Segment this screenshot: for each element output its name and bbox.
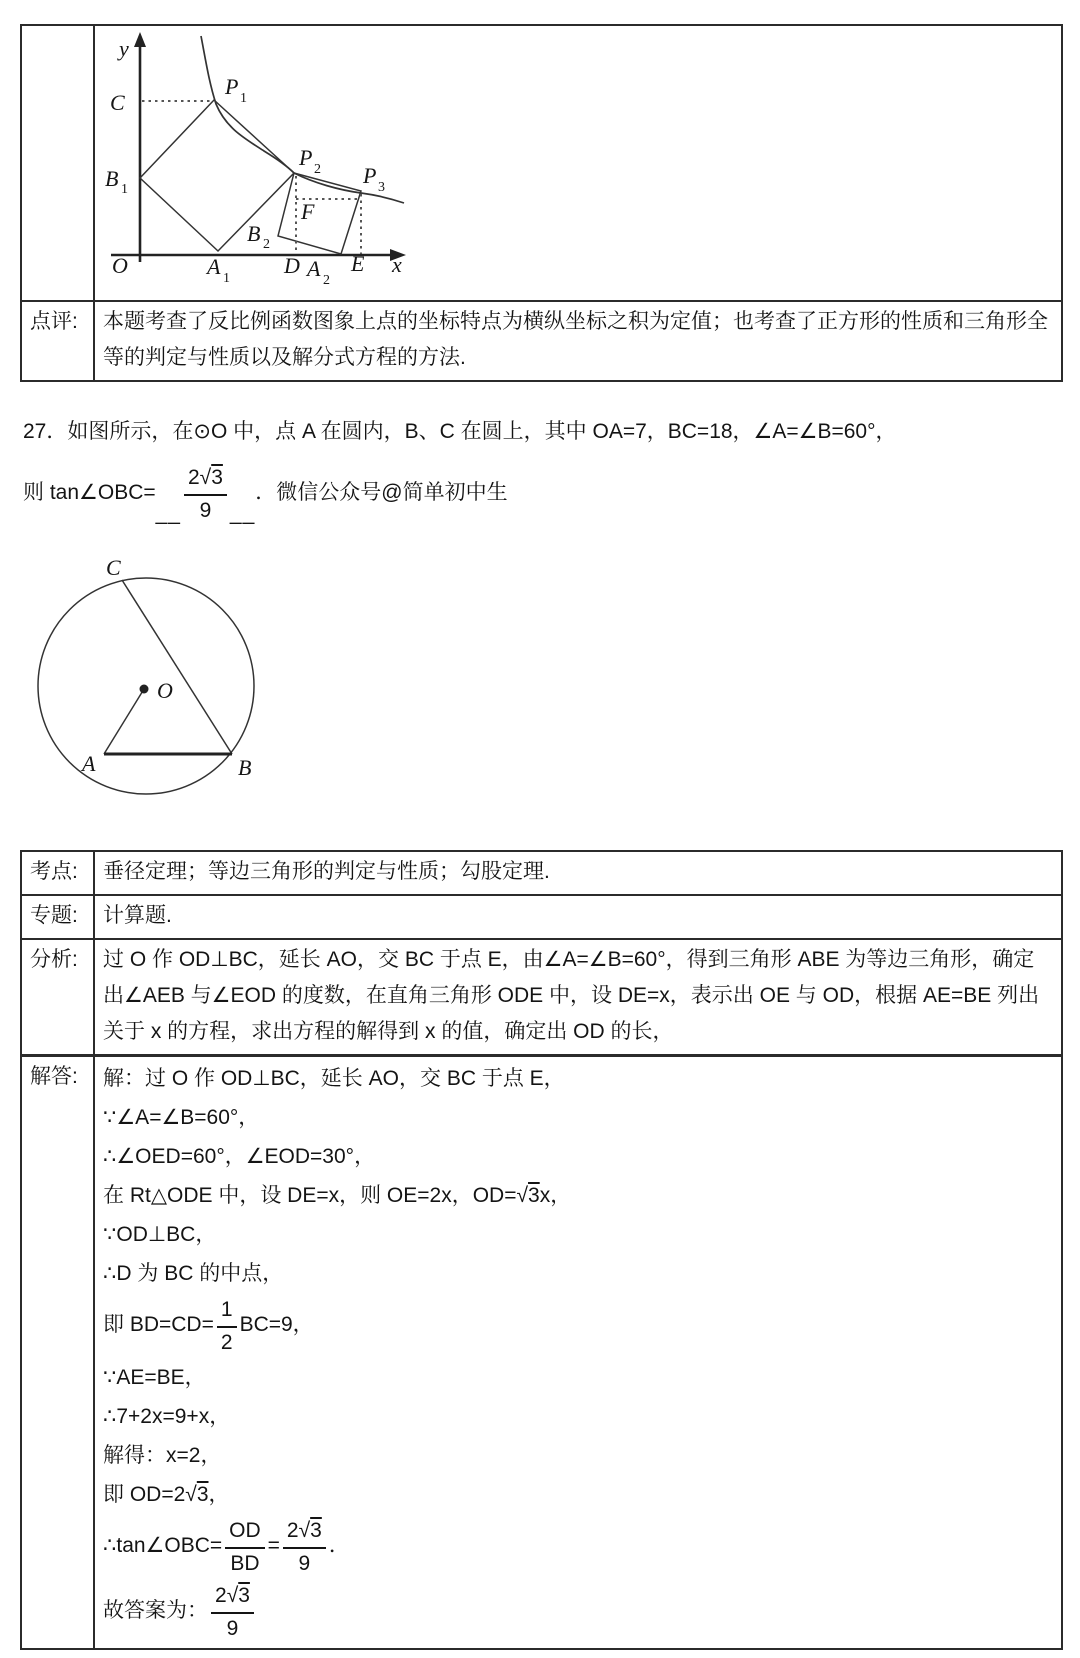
figure2-label-O: O <box>157 678 173 703</box>
question-27 <box>23 415 1064 528</box>
comment-text: 本题考查了反比例函数图象上点的坐标特点为横纵坐标之积为定值；也考查了正方形的性质和三角形全等的判定与性质以及解分式方程的方法. <box>94 301 1062 381</box>
fraction-denominator <box>283 1549 326 1577</box>
radical: √3 <box>298 1519 322 1542</box>
fraction-numerator <box>217 1295 237 1328</box>
solution-line <box>103 1254 1053 1293</box>
kaodian-text: 垂径定理；等边三角形的判定与性质；勾股定理. <box>94 851 1062 895</box>
figure1-label-P2: P <box>299 145 313 170</box>
figure1-label-P3-sub: 3 <box>378 180 385 195</box>
figure1-label-P1-sub: 1 <box>240 91 247 106</box>
fraction <box>217 1295 237 1356</box>
kaodian-row <box>21 851 1062 895</box>
text-run: 2 <box>187 465 200 489</box>
center-dot <box>140 685 149 694</box>
text-run: 故答案为： <box>103 1599 208 1623</box>
question-line2 <box>23 458 1064 528</box>
figure1-label-x: x <box>392 252 402 277</box>
text-run: ∵AE=BE， <box>103 1366 206 1389</box>
jieda-label: 解答: <box>21 1056 94 1650</box>
figure1-label-A2: A <box>307 256 321 281</box>
question-line2-content <box>23 461 508 526</box>
figure2-label-B: B <box>238 755 252 780</box>
figure1-label-P3: P <box>363 163 377 188</box>
figure2-label-A: A <box>82 751 96 776</box>
figure1-label-B1: B <box>105 166 119 191</box>
text-run: ∴tan∠OBC= <box>103 1534 223 1558</box>
fraction <box>225 1516 265 1577</box>
chord-CB <box>122 580 232 754</box>
answer-blank: __ <box>155 501 181 525</box>
solution-line <box>103 1098 1053 1137</box>
kaodian-label: 考点: <box>21 851 94 895</box>
text-run: ， <box>208 1483 230 1506</box>
figure1-label-C: C <box>110 90 125 115</box>
fenxi-text: 过 O 作 OD⊥BC，延长 AO，交 BC 于点 E，由∠A=∠B=60°，得到三角形 ABE 为等边三角形，确定出∠AEB 与∠EOD 的度数，在直角三角形 ODE 中，设 DE=x，表示出 OE 与 OD，根据 AE=BE 列出关于 x 的方程，求出方程的解得到 x 的值，确定出 OD 的长， <box>94 939 1062 1056</box>
radical: √3 <box>226 1584 250 1607</box>
zhuanti-text: 计算题. <box>94 895 1062 939</box>
radicand: 3 <box>528 1184 540 1207</box>
comment-row <box>21 301 1062 381</box>
figure1-label-P1: P <box>225 74 239 99</box>
fraction <box>283 1516 326 1577</box>
solution-line <box>103 1059 1053 1098</box>
solution-line <box>103 1176 1053 1215</box>
question-line1: 27．如图所示，在⊙O 中，点 A 在圆内，B、C 在圆上，其中 OA=7，BC=18，∠A=∠B=60°， <box>23 420 897 443</box>
text-run: 解：过 O 作 OD⊥BC，延长 AO，交 BC 于点 E， <box>103 1067 565 1090</box>
fraction-numerator <box>225 1516 265 1549</box>
fraction <box>211 1581 254 1642</box>
solution-line <box>103 1137 1053 1176</box>
text-run: OD <box>229 1519 261 1542</box>
radical: √3 <box>185 1483 209 1506</box>
radicand: 3 <box>238 1584 250 1607</box>
figure-row <box>21 25 1062 301</box>
comment-table <box>20 24 1063 382</box>
figure1-label-A1: A <box>207 254 221 279</box>
text-run: ∴D 为 BC 的中点， <box>103 1262 284 1285</box>
solution-line <box>103 1514 1053 1579</box>
figure1-label-y: y <box>119 36 129 61</box>
answer-blank: __ <box>229 501 256 525</box>
comment-label: 点评: <box>21 301 94 381</box>
fenxi-label: 分析: <box>21 939 94 1056</box>
fraction-denominator <box>184 496 227 524</box>
text-run: 2 <box>286 1519 299 1542</box>
hyperbola-squares-figure <box>103 30 439 296</box>
y-axis-arrow <box>134 32 146 47</box>
text-run: 则 tan∠OBC= <box>23 480 156 504</box>
figure-row-label-cell <box>21 25 94 301</box>
figure2-label-C: C <box>106 555 121 580</box>
text-run: x， <box>539 1184 572 1207</box>
text-run: BC=9， <box>239 1313 314 1337</box>
figure1-label-D: D <box>284 253 300 278</box>
fraction-denominator <box>225 1549 265 1577</box>
figure1-label-E: E <box>351 251 365 276</box>
text-run: ∴7+2x=9+x， <box>103 1405 231 1428</box>
fraction-numerator <box>211 1581 254 1614</box>
solution-line <box>103 1397 1053 1436</box>
solution-line <box>103 1475 1053 1514</box>
text-run: ． <box>328 1534 350 1558</box>
figure1-label-P2-sub: 2 <box>314 162 321 177</box>
text-run: 在 Rt△ODE 中，设 DE=x，则 OE=2x，OD= <box>103 1184 517 1207</box>
radicand: 3 <box>196 1483 209 1506</box>
fraction <box>184 463 227 524</box>
figure-row-content-cell <box>94 25 1062 301</box>
text-run: BD <box>230 1552 260 1575</box>
text-run: ∴∠OED=60°，∠EOD=30°， <box>103 1145 376 1168</box>
figure1-label-O: O <box>112 253 128 278</box>
figure1-label-B2-sub: 2 <box>263 237 270 252</box>
radical: √3 <box>199 465 223 489</box>
fraction-denominator <box>211 1614 254 1642</box>
solution-lines <box>103 1059 1053 1644</box>
text-run: ．微信公众号@简单初中生 <box>255 480 508 504</box>
text-run: ∵∠A=∠B=60°， <box>103 1106 260 1129</box>
solution-line <box>103 1358 1053 1397</box>
jieda-row <box>21 1056 1062 1650</box>
zhuanti-label: 专题: <box>21 895 94 939</box>
radicand: 3 <box>310 1519 322 1542</box>
text-run: 9 <box>298 1552 311 1575</box>
circle-figure <box>20 534 272 808</box>
fraction-numerator <box>184 463 227 496</box>
figure1-label-A1-sub: 1 <box>223 271 230 286</box>
small-square <box>278 173 361 254</box>
solution-line <box>103 1215 1053 1254</box>
text-run: = <box>267 1534 280 1558</box>
zhuanti-row <box>21 895 1062 939</box>
text-run: 1 <box>220 1298 233 1321</box>
jieda-content <box>94 1056 1062 1650</box>
text-run: 解得：x=2， <box>103 1444 222 1467</box>
fraction-numerator <box>283 1516 326 1549</box>
figure1-label-A2-sub: 2 <box>323 273 330 288</box>
solution-line <box>103 1579 1053 1644</box>
fenxi-row <box>21 939 1062 1056</box>
text-run: 即 OD=2 <box>103 1483 186 1506</box>
segment-OA <box>104 689 144 754</box>
figure1-label-B2: B <box>247 221 261 246</box>
fraction-denominator <box>217 1328 237 1356</box>
solution-table <box>20 850 1063 1650</box>
radical: √3 <box>516 1184 540 1207</box>
text-run: ∵OD⊥BC， <box>103 1223 217 1246</box>
solution-line <box>103 1293 1053 1358</box>
text-run: 2 <box>220 1331 233 1354</box>
large-square <box>140 100 294 251</box>
figure1-label-B1-sub: 1 <box>121 182 128 197</box>
text-run: 2 <box>215 1584 227 1607</box>
radicand: 3 <box>211 465 223 489</box>
text-run: 9 <box>199 498 212 522</box>
text-run: 即 BD=CD= <box>103 1313 214 1337</box>
figure1-label-F: F <box>301 199 315 224</box>
text-run: 9 <box>226 1617 239 1640</box>
solution-line <box>103 1436 1053 1475</box>
